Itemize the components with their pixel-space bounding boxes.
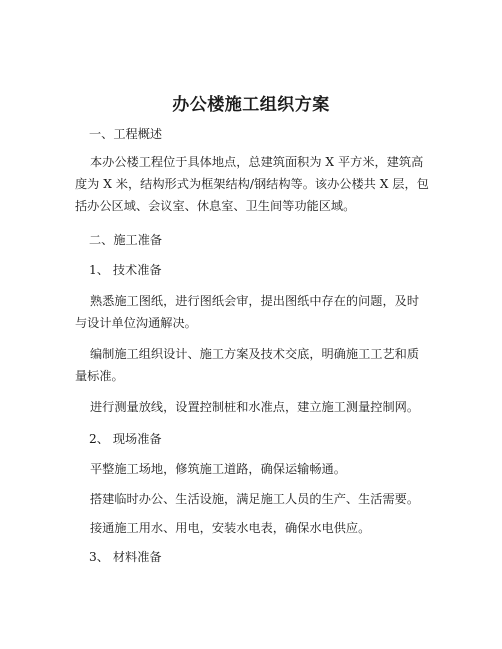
overview-paragraph: 本办公楼工程位于具体地点，总建筑面积为 X 平方米，建筑高度为 X 米，结构形式为框架结构/钢结构等。该办公楼共 X 层，包括办公区域、会议室、休息室、卫生间等功能区域。	[75, 155, 429, 213]
subheading-site-preparation: 2、 现场准备	[89, 432, 162, 446]
site-paragraph-1: 平整施工场地，修筑施工道路，确保运输畅通。	[90, 462, 346, 476]
technical-paragraph-3: 进行测量放线，设置控制桩和水准点，建立施工测量控制网。	[90, 400, 420, 414]
subheading-technical-preparation: 1、 技术准备	[89, 263, 162, 277]
technical-paragraph-1: 熟悉施工图纸，进行图纸会审，提出图纸中存在的问题，及时与设计单位沟通解决。	[75, 294, 420, 330]
technical-paragraph-2: 编制施工组织设计、施工方案及技术交底，明确施工工艺和质量标准。	[75, 347, 420, 383]
subheading-material-preparation: 3、 材料准备	[89, 550, 162, 564]
site-paragraph-3: 接通施工用水、用电，安装水电表，确保水电供应。	[90, 521, 371, 535]
site-paragraph-2: 搭建临时办公、生活设施，满足施工人员的生产、生活需要。	[90, 492, 420, 506]
document-title: 办公楼施工组织方案	[172, 95, 330, 115]
section-heading-overview: 一、工程概述	[89, 127, 163, 141]
section-heading-preparation: 二、施工准备	[89, 233, 163, 247]
